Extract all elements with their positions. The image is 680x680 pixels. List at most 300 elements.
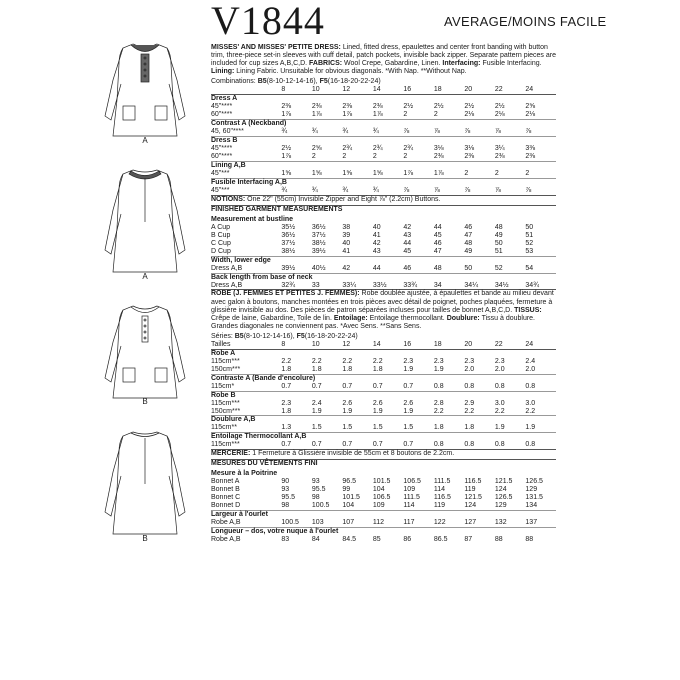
table-row [211,424,556,432]
table-cell: 2.0 [494,365,505,373]
row-label: 60"**** [211,152,233,160]
table-cell: 112 [372,519,385,527]
row-label: B Cup [211,231,231,239]
table-cell: 2 [464,169,469,177]
table-cell: 44 [403,239,412,247]
table-cell: 103 [311,519,324,527]
table-cell: 36½ [311,223,326,231]
finished-measurements-fr [211,470,556,544]
table-cell: 0.7 [311,441,322,449]
table-cell: 34½ [494,281,509,289]
table-cell: 95.5 [281,494,296,502]
table-cell: 3.0 [494,399,505,407]
table-cell: 53 [525,247,534,255]
table-cell: 47 [464,231,473,239]
table-cell: ⅞ [433,128,440,136]
table-cell: 126.5 [525,478,543,486]
table-cell: 116.5 [433,494,451,502]
table-cell: 46 [403,264,412,272]
table-cell: 84 [311,536,320,544]
table-cell: 2⅜ [281,103,292,111]
table-row [211,408,556,416]
table-cell: 1.8 [464,424,475,432]
row-label: 115cm* [211,382,235,390]
row-label: D Cup [211,247,231,255]
table-cell: 50 [464,264,473,272]
table-cell: 0.7 [281,382,292,390]
table-cell: 44 [433,223,442,231]
table-cell: 100.5 [281,519,299,527]
table-cell: 2⅝ [311,145,322,152]
table-cell: 3⅜ [525,145,536,152]
table-cell: 131.5 [525,494,543,502]
table-cell: 2.2 [342,357,353,365]
table-cell: 1⅞ [311,111,322,119]
table-cell: 34 [433,281,442,289]
row-label: C Cup [211,239,231,247]
table-cell: 100.5 [311,502,330,510]
table-cell: 2⅜ [372,103,383,111]
table-cell: 1⅞ [433,169,444,177]
table-cell: 2.3 [403,357,414,365]
table-cell: 88 [525,536,534,544]
table-cell: ⅞ [403,186,410,194]
size-header-cell: 18 [434,86,465,94]
table-cell: 42 [342,264,351,272]
table-cell: 98 [281,502,290,510]
row-label: 45"*** [211,169,230,177]
table-cell: 2.0 [464,365,475,373]
table-cell: 46 [433,239,442,247]
table-cell: 2 [494,169,499,177]
dress-a-front-sketch [95,40,205,145]
table-cell: 2¾ [403,145,414,152]
table-cell: ¾ [342,128,349,136]
table-cell: 134 [525,502,538,510]
row-label: Bonnet B [211,486,240,494]
table-cell: ⅞ [525,186,532,194]
table-cell: 43 [403,231,412,239]
table-cell: 0.8 [464,441,475,449]
size-header-cell: 16 [403,341,434,349]
table-cell: 2¾ [342,145,353,152]
table-cell: 33¼ [342,281,357,289]
size-header-cell: 14 [373,341,404,349]
table-cell: 0.8 [525,382,536,390]
table-cell: 2 [372,152,377,160]
table-cell: 111.5 [433,478,451,486]
table-cell: 2 [525,169,530,177]
table-cell: 109 [403,486,416,494]
table-cell: 2.2 [433,407,444,415]
size-header-cell: 8 [281,341,312,349]
table-cell: 0.8 [494,382,505,390]
table-cell: ¾ [281,186,288,194]
section-label: Longueur – dos, votre nuque à l'ourlet [211,528,556,536]
size-header-cell: 10 [312,86,343,94]
table-cell: 2.4 [525,357,536,365]
row-label: 150cm*** [211,407,241,415]
table-row [211,400,556,408]
series-line: Séries: B5(8-10-12-14-16), F5(16-18-20-22-24) [211,332,358,340]
table-cell: 44 [372,264,381,272]
table-cell: 1⅞ [372,111,383,119]
table-cell: 2 [311,152,316,160]
table-cell: 124 [494,486,507,494]
table-cell: 33 [311,281,320,289]
table-cell: 83 [281,536,290,544]
table-cell: 0.8 [433,441,444,449]
section-row [211,391,556,399]
difficulty-label: AVERAGE/MOINS FACILE [444,14,607,29]
table-cell: 49 [464,247,473,255]
section-row [211,349,556,357]
table-cell: 2.6 [342,399,353,407]
table-cell: 48 [433,264,442,272]
row-label: 115cm*** [211,399,240,407]
finished-measurements-title-en: FINISHED GARMENT MEASUREMENTS [211,205,556,214]
size-header-cell: 18 [434,341,465,349]
table-cell: 124 [464,502,477,510]
yardage-table-en [211,78,556,194]
dress-b-back-sketch [95,428,205,543]
table-row [211,145,556,153]
table-cell: 116.5 [464,478,482,486]
table-cell: 35½ [281,223,296,231]
section-label: Robe B [211,391,556,399]
row-label: Dress A,B [211,281,243,289]
section-label: Robe A [211,349,236,357]
row-label: 115cm*** [211,357,240,365]
table-cell: 127 [464,519,477,527]
table-cell: 3⅛ [433,145,444,152]
table-cell: 2⅜ [494,152,505,160]
section-label: Largeur à l'ourlet [211,511,556,519]
table-cell: 107 [342,519,355,527]
table-cell: 40½ [311,264,326,272]
table-row [211,232,556,240]
table-cell: 2⅜ [433,152,444,160]
table-cell: 2.4 [311,399,322,407]
size-header-row [211,86,556,94]
table-row [211,248,556,256]
table-cell: 37½ [311,231,326,239]
table-cell: 86.5 [433,536,448,544]
table-cell: 52 [494,264,503,272]
row-label: 45"**** [211,103,233,111]
table-cell: 2.8 [433,399,444,407]
size-header-cell: 20 [464,341,495,349]
table-cell: 1.8 [433,424,444,432]
table-cell: ⅞ [525,128,532,136]
table-cell: 84.5 [342,536,357,544]
figure-label-a-back: A [142,272,148,281]
table-cell: 121.5 [464,494,482,502]
table-cell: 1.5 [403,424,414,432]
table-cell: 114 [433,486,446,494]
table-cell: 2⅛ [494,111,505,119]
table-cell: ⅞ [494,128,501,136]
table-cell: 2½ [464,103,475,111]
table-cell: 42 [403,223,412,231]
table-cell: ¾ [311,186,318,194]
table-cell: 38½ [311,239,326,247]
table-cell: 2.2 [525,407,536,415]
table-cell: 46 [464,223,473,231]
size-header-cell: 24 [525,86,556,94]
table-cell: 2.2 [494,407,505,415]
table-row [211,358,556,366]
section-row [211,137,556,145]
description-fr: ROBE (J. FEMMES ET PETITES J. FEMMES): Robe doublée ajustée, à épaulettes et bande au milieu devant avec galon à boutons, manches montées en trois pièces avec détail de poignet, poches plaquées, fermeture à glissière invisible au dos. Des pièces de patron séparées incluses pour tailles de bonnet A,B,C,D. TISSUS: Crêpe de laine, Gabardine, Toile de lin. Entoilage: Entoilage thermocollant. Doublure: Tissu à doublure. Grandes diagonales ne conviennent pas. *Avec Sens. **Sans Sens. [211,289,556,330]
table-cell: 106.5 [403,478,421,486]
size-header-cell: 12 [342,341,373,349]
table-cell: 1.9 [311,407,322,415]
table-cell: 132 [494,519,507,527]
yardage-table-fr [211,333,556,449]
table-cell: ⅞ [433,186,440,194]
row-label: A Cup [211,223,231,231]
size-header-cell: 24 [525,341,556,349]
table-cell: 119 [433,502,446,510]
table-cell: 1.5 [372,424,383,432]
table-cell: ¾ [311,128,318,136]
table-cell: 34¾ [525,281,540,289]
dress-a-back-sketch [95,166,205,281]
table-cell: 2½ [433,103,444,111]
table-cell: 1.8 [311,365,322,373]
table-cell: 0.7 [403,441,414,449]
figure-label-a: A [142,136,148,145]
table-cell: 2⅝ [525,103,536,111]
table-row [211,441,556,449]
section-label: Dress A [211,95,238,103]
table-cell: 1.5 [311,424,322,432]
section-label: Fusible Interfacing A,B [211,178,556,186]
table-row [211,366,556,374]
table-cell: 2½ [494,103,505,111]
notions: NOTIONS: One 22" (55cm) Invisible Zipper and Eight ⅞" (2.2cm) Buttons. [211,195,556,204]
row-label: 150cm*** [211,365,241,373]
table-cell: 1⅞ [403,169,414,177]
table-cell: 0.7 [281,441,292,449]
size-header-row [211,341,556,349]
mercerie: MERCERIE: 1 Fermeture à Glissière invisible de 55cm et 8 boutons de 2.2cm. [211,449,556,458]
table-cell: 2 [433,111,438,119]
table-row [211,111,556,119]
table-cell: 37½ [281,239,296,247]
table-cell: 0.8 [494,441,505,449]
table-cell: 52 [525,239,534,247]
table-cell: 85 [372,536,381,544]
size-header-label: Tailles [211,341,281,349]
table-cell: 41 [342,247,351,255]
table-cell: 43 [372,247,381,255]
table-cell: 32¾ [281,281,296,289]
table-cell: 2½ [281,145,292,152]
table-cell: 95.5 [311,486,326,494]
table-cell: 1.5 [342,424,353,432]
section-row [211,511,556,519]
table-cell: 38½ [281,247,296,255]
table-row [211,519,556,527]
table-cell: 50 [525,223,534,231]
table-cell: 0.8 [464,382,475,390]
table-row [211,536,556,544]
table-cell: 1.9 [403,407,414,415]
section-row [211,95,556,103]
table-cell: 101.5 [372,478,391,486]
table-cell: 121.5 [494,478,513,486]
table-cell: 47 [433,247,442,255]
table-cell: 2.2 [281,357,292,365]
table-cell: 0.8 [433,382,444,390]
table-cell: ¾ [342,186,349,194]
row-label: 45, 60"**** [211,128,244,136]
table-cell: 137 [525,519,538,527]
table-row [211,187,556,195]
table-cell: 1.8 [372,365,383,373]
table-cell: 2.9 [464,399,475,407]
table-cell: 38 [342,223,351,231]
table-cell: 1.9 [372,407,383,415]
table-cell: 2 [403,111,408,119]
size-header-cell: 16 [403,86,434,94]
table-cell: 1.9 [525,424,536,432]
table-cell: 88 [494,536,503,544]
size-header-cell: 8 [281,86,312,94]
table-cell: 2.0 [525,365,536,373]
size-header-label [211,86,281,94]
finished-measurements-title-fr: MESURES DU VÊTEMENTS FINI [211,459,556,468]
figure-label-b: B [142,397,148,406]
table-cell: 1⅝ [372,169,383,177]
table-cell: 129 [494,502,507,510]
table-cell: ¾ [372,128,379,136]
table-cell: 48 [464,239,473,247]
table-cell: 2.2 [372,357,383,365]
table-row [211,153,556,161]
table-cell: 111.5 [403,494,420,502]
table-cell: 2⅜ [464,152,475,160]
table-cell: 0.7 [372,382,383,390]
section-label: Contraste A (Bande d'encolure) [211,374,556,382]
table-cell: 1.9 [433,365,444,373]
section-row [211,256,556,264]
table-cell: 0.7 [403,382,414,390]
table-cell: 2.6 [403,399,414,407]
table-cell: 2 [403,152,408,160]
table-cell: 45 [403,247,412,255]
table-cell: 119 [464,486,476,494]
table-cell: 33¾ [403,281,418,289]
section-row [211,161,556,169]
table-cell: 1.8 [281,407,292,415]
table-row [211,502,556,510]
table-cell: 101.5 [342,494,360,502]
dress-b-front-sketch [95,302,205,407]
table-cell: 36½ [281,231,296,239]
section-label: Doublure A,B [211,416,556,424]
table-cell: 41 [372,231,381,239]
size-header-cell: 22 [495,86,526,94]
table-cell: 0.7 [372,441,383,449]
table-cell: 2.3 [494,357,505,365]
row-label: 45"*** [211,186,230,194]
table-cell: 34¼ [464,281,479,289]
table-cell: 1⅞ [281,152,292,160]
table-row [211,103,556,111]
table-cell: 2.6 [372,399,383,407]
table-cell: 2⅜ [311,103,322,111]
table-cell: ⅞ [494,186,501,194]
table-cell: 0.8 [525,441,536,449]
table-cell: 1⅝ [281,169,292,177]
table-cell: 114 [403,502,415,510]
table-row [211,224,556,232]
table-cell: 2⅜ [342,103,353,111]
section-row [211,120,556,128]
table-cell: 2½ [403,103,414,111]
table-cell: 93 [281,486,290,494]
table-cell: 1⅝ [342,169,353,177]
table-cell: ¾ [372,186,379,194]
table-cell: 40 [342,239,351,247]
table-cell: 0.7 [342,382,353,390]
section-row [211,528,556,536]
table-cell: 0.7 [342,441,353,449]
section-label: Lining A,B [211,161,556,169]
table-cell: 2.3 [281,399,292,407]
table-cell: 39½ [311,247,326,255]
table-row [211,128,556,136]
table-cell: 2⅛ [464,111,475,119]
table-cell: 96.5 [342,478,357,486]
table-cell: 2⅛ [525,111,536,119]
garment-sketches [95,40,205,560]
table-cell: 49 [494,231,503,239]
table-cell: 90 [281,478,290,486]
table-cell: 93 [311,478,320,486]
row-label: Dress A,B [211,264,243,272]
table-row [211,478,556,486]
table-cell: 2⅜ [525,152,536,160]
row-label: 115cm*** [211,441,240,449]
table-cell: ⅞ [464,186,471,194]
row-label: Robe A,B [211,519,241,527]
table-cell: 51 [494,247,503,255]
table-cell: 3.0 [525,399,536,407]
table-cell: ⅞ [403,128,410,136]
table-cell: 1⅞ [281,111,292,119]
row-label: Bonnet C [211,494,241,502]
table-cell: 48 [494,223,503,231]
size-header-cell: 10 [312,341,343,349]
table-cell: ⅞ [464,128,471,136]
row-label: Bonnet A [211,478,240,486]
row-label: Bonnet D [211,502,241,510]
table-cell: 3⅛ [464,145,475,152]
row-label: 60"**** [211,111,233,119]
table-cell: 99 [342,486,351,494]
section-label: Entoilage Thermocollant A,B [211,433,556,441]
table-row [211,282,556,290]
table-cell: 39½ [281,264,296,272]
description-en: MISSES' AND MISSES' PETITE DRESS: Lined, fitted dress, epaulettes and center front banding with button trim, three-piece set-in sleeves with cuff detail, patch pockets, invisible back zipper. Separate pattern pieces are included for cup sizes A,B,C,D. FABRICS: Wool Crepe, Gabardine, Linen. Interfacing: Fusible Interfacing. Lining: Lining Fabric. Unsuitable for obvious diagonals. *With Nap. **Without Nap. [211,44,556,76]
table-cell: 86 [403,536,412,544]
table-cell: 2.3 [433,357,444,365]
pattern-envelope-text [211,44,556,544]
